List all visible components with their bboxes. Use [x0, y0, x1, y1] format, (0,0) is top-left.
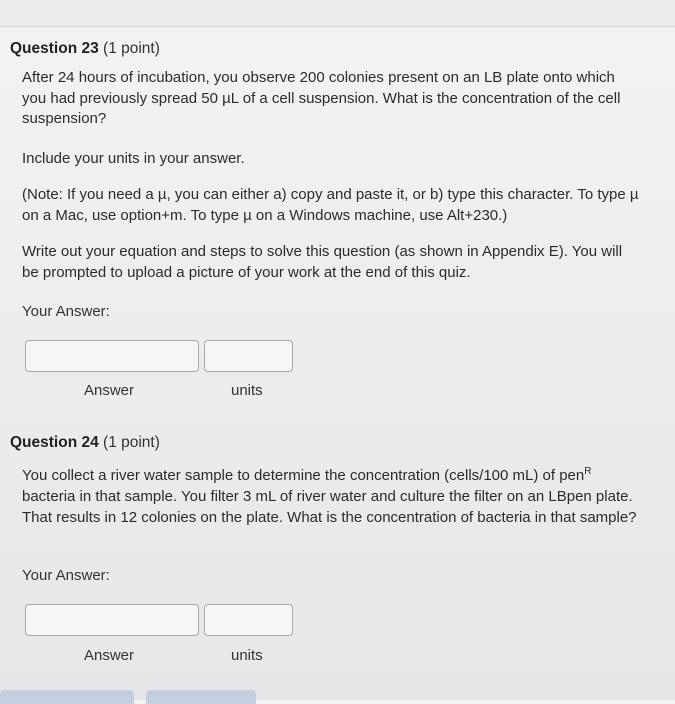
question-note-mu: (Note: If you need a µ, you can either a) copy and paste it, or b) type this character. To type µ on a Mac, use option+m. To type µ on a Windows machine, use Alt+230.) [22, 186, 639, 224]
answer-field-label: Answer [84, 382, 135, 399]
your-answer-label: Your Answer: [22, 303, 110, 320]
units-input[interactable] [204, 340, 293, 372]
units-input[interactable] [204, 604, 293, 636]
question-points: (1 point) [103, 40, 160, 57]
question-title [10, 432, 160, 454]
units-field-label: units [231, 382, 263, 399]
units-field-label: units [231, 647, 263, 664]
bottom-navigation-strip [0, 690, 675, 700]
your-answer-label: Your Answer: [22, 567, 110, 584]
question-number: Question 23 [10, 40, 99, 57]
answer-field-label: Answer [84, 647, 135, 664]
question-instruction-work: Write out your equation and steps to solve this question (as shown in Appendix E). You will be prompted to upload a picture of your work at the end of this quiz. [22, 243, 623, 281]
answer-input[interactable] [25, 604, 199, 636]
question-instruction-units: Include your units in your answer. [22, 150, 245, 167]
prompt-superscript-r: R [584, 466, 592, 477]
nav-button-partial-left[interactable] [0, 690, 134, 704]
page-top-border [0, 0, 675, 27]
question-prompt: After 24 hours of incubation, you observe 200 colonies present on an LB plate onto which you had previously spread 50 µL of a cell suspension. What is the concentration of the cell suspension? [22, 69, 621, 127]
question-points: (1 point) [103, 434, 160, 451]
nav-button-partial-right[interactable] [146, 690, 256, 704]
prompt-text-after: bacteria in that sample. You filter 3 mL of river water and culture the filter on an LBpen plate. That results in 12 colonies on the plate. What is the concentration of bacteria in that sample? [22, 488, 637, 526]
answer-input[interactable] [25, 340, 199, 372]
prompt-text-before: You collect a river water sample to determine the concentration (cells/100 mL) of [22, 467, 560, 484]
question-title [10, 38, 160, 60]
question-number: Question 24 [10, 434, 99, 451]
prompt-pen-text: pen [559, 467, 585, 484]
question-prompt [22, 465, 642, 528]
